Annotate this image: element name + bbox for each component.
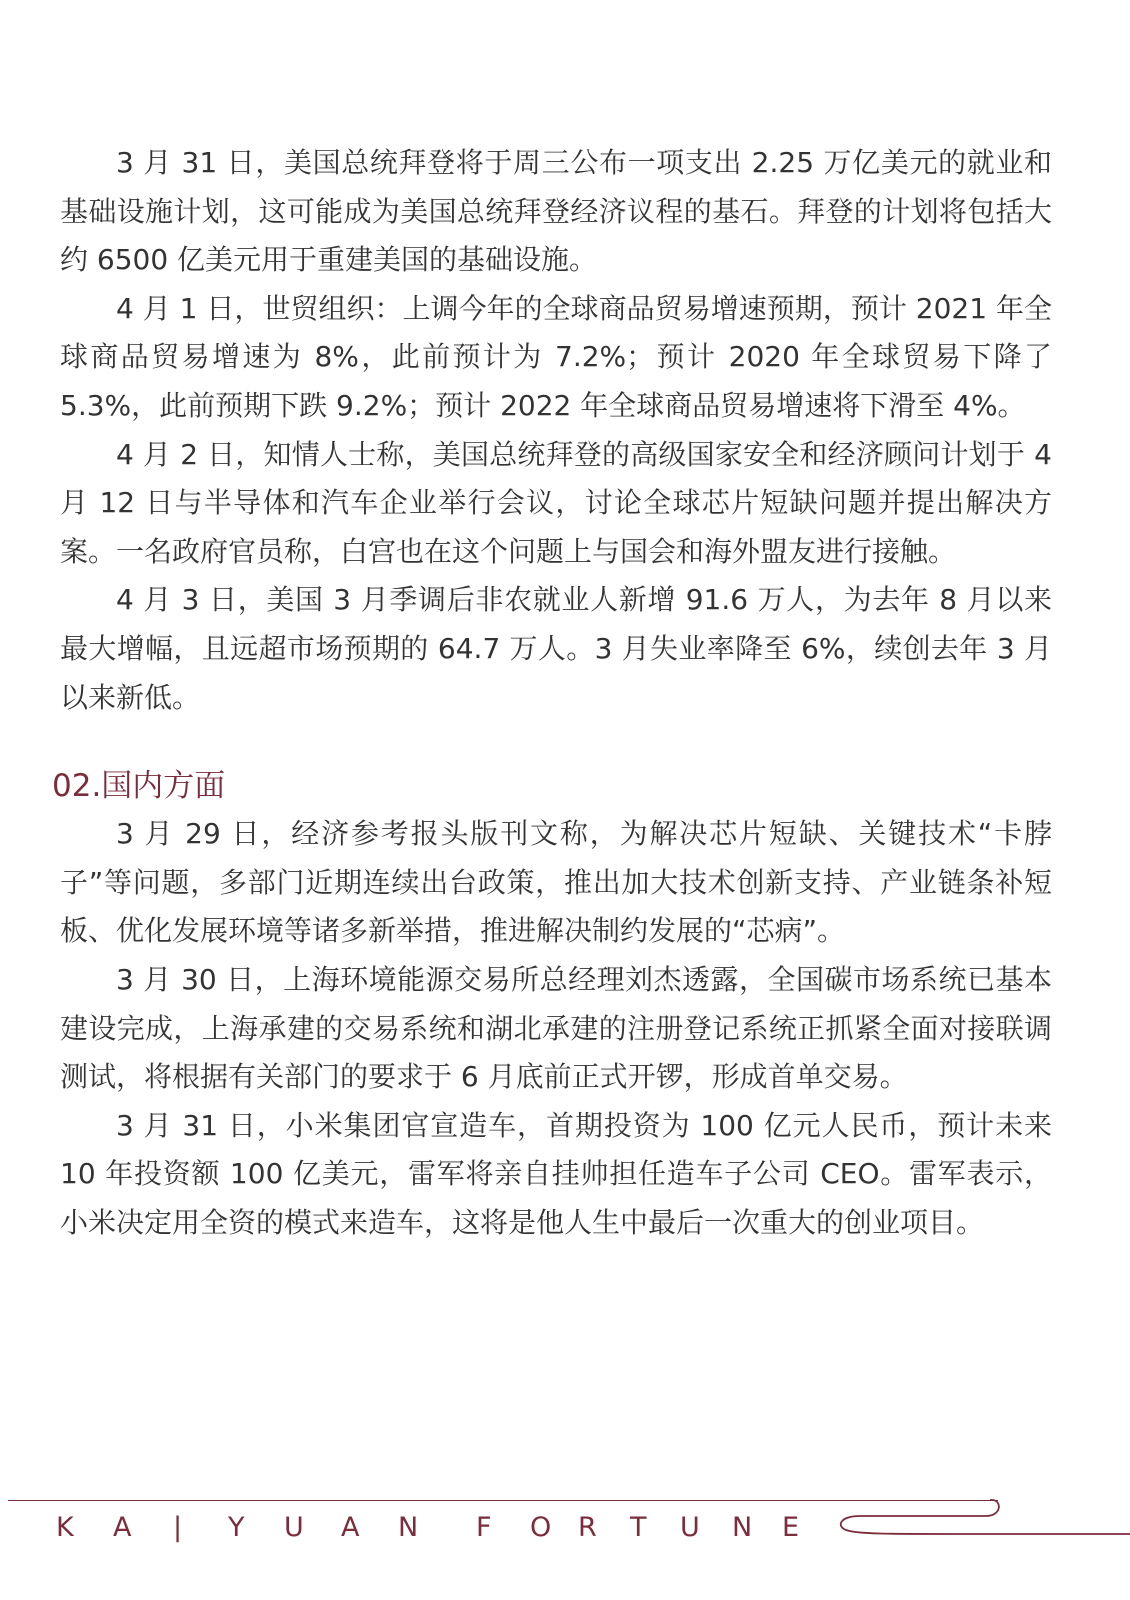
brand-letter: N	[398, 1512, 419, 1543]
brand-letter: U	[680, 1512, 700, 1543]
brand-letter: |	[173, 1512, 183, 1543]
paragraph-intl-1: 3 月 31 日，美国总统拜登将于周三公布一项支出 2.25 万亿美元的就业和基础设施计划，这可能成为美国总统拜登经济议程的基石。拜登的计划将包括大约 6500 亿美元用于重建美国的基础设施。	[60, 146, 1052, 277]
brand-letter: O	[530, 1512, 552, 1543]
section-title-domestic: 02.国内方面	[52, 768, 226, 805]
brand-letter: A	[113, 1512, 132, 1543]
brand-letter: K	[56, 1512, 74, 1543]
paragraph-domestic-1: 3 月 29 日，经济参考报头版刊文称，为解决芯片短缺、关键技术“卡脖子”等问题，多部门近期连续出台政策，推出加大技术创新支持、产业链条补短板、优化发展环境等诸多新举措，推进解决制约发展的“芯病”。	[60, 817, 1052, 948]
brand-letter: Y	[228, 1512, 245, 1543]
brand-letter: R	[578, 1512, 597, 1543]
paragraph-intl-3: 4 月 2 日，知情人士称，美国总统拜登的高级国家安全和经济顾问计划于 4 月 12 日与半导体和汽车企业举行会议，讨论全球芯片短缺问题并提出解决方案。一名政府官员称，白宫也在这个问题上与国会和海外盟友进行接触。	[60, 437, 1052, 568]
document-body	[52, 139, 1052, 1247]
paragraph-domestic-3: 3 月 31 日，小米集团官宣造车，首期投资为 100 亿元人民币，预计未来 10 年投资额 100 亿美元，雷军将亲自挂帅担任造车子公司 CEO。雷军表示，小米决定用全资的模式来造车，这将是他人生中最后一次重大的创业项目。	[60, 1108, 1052, 1239]
paragraph-intl-2: 4 月 1 日，世贸组织：上调今年的全球商品贸易增速预期，预计 2021 年全球商品贸易增速为 8%，此前预计为 7.2%；预计 2020 年全球贸易下降了 5.3%，此前预期下跌 9.2%；预计 2022 年全球商品贸易增速将下滑至 4%。	[60, 291, 1052, 422]
brand-letter: T	[630, 1512, 647, 1543]
brand-letter: E	[782, 1512, 800, 1543]
brand-letter: A	[341, 1512, 360, 1543]
paragraph-intl-4: 4 月 3 日，美国 3 月季调后非农就业人新增 91.6 万人，为去年 8 月以来最大增幅，且远超市场预期的 64.7 万人。3 月失业率降至 6%，续创去年 3 月以来新低。	[60, 583, 1052, 714]
brand-letter: U	[284, 1512, 304, 1543]
paragraph-domestic-2: 3 月 30 日，上海环境能源交易所总经理刘杰透露，全国碳市场系统已基本建设完成，上海承建的交易系统和湖北承建的注册登记系统正抓紧全面对接联调测试，将根据有关部门的要求于 6 月底前正式开锣，形成首单交易。	[60, 962, 1052, 1094]
footer-swoosh-icon	[830, 1486, 1130, 1548]
page-footer	[0, 1468, 1130, 1548]
brand-letter: N	[732, 1512, 753, 1543]
brand-letter: F	[476, 1512, 492, 1543]
